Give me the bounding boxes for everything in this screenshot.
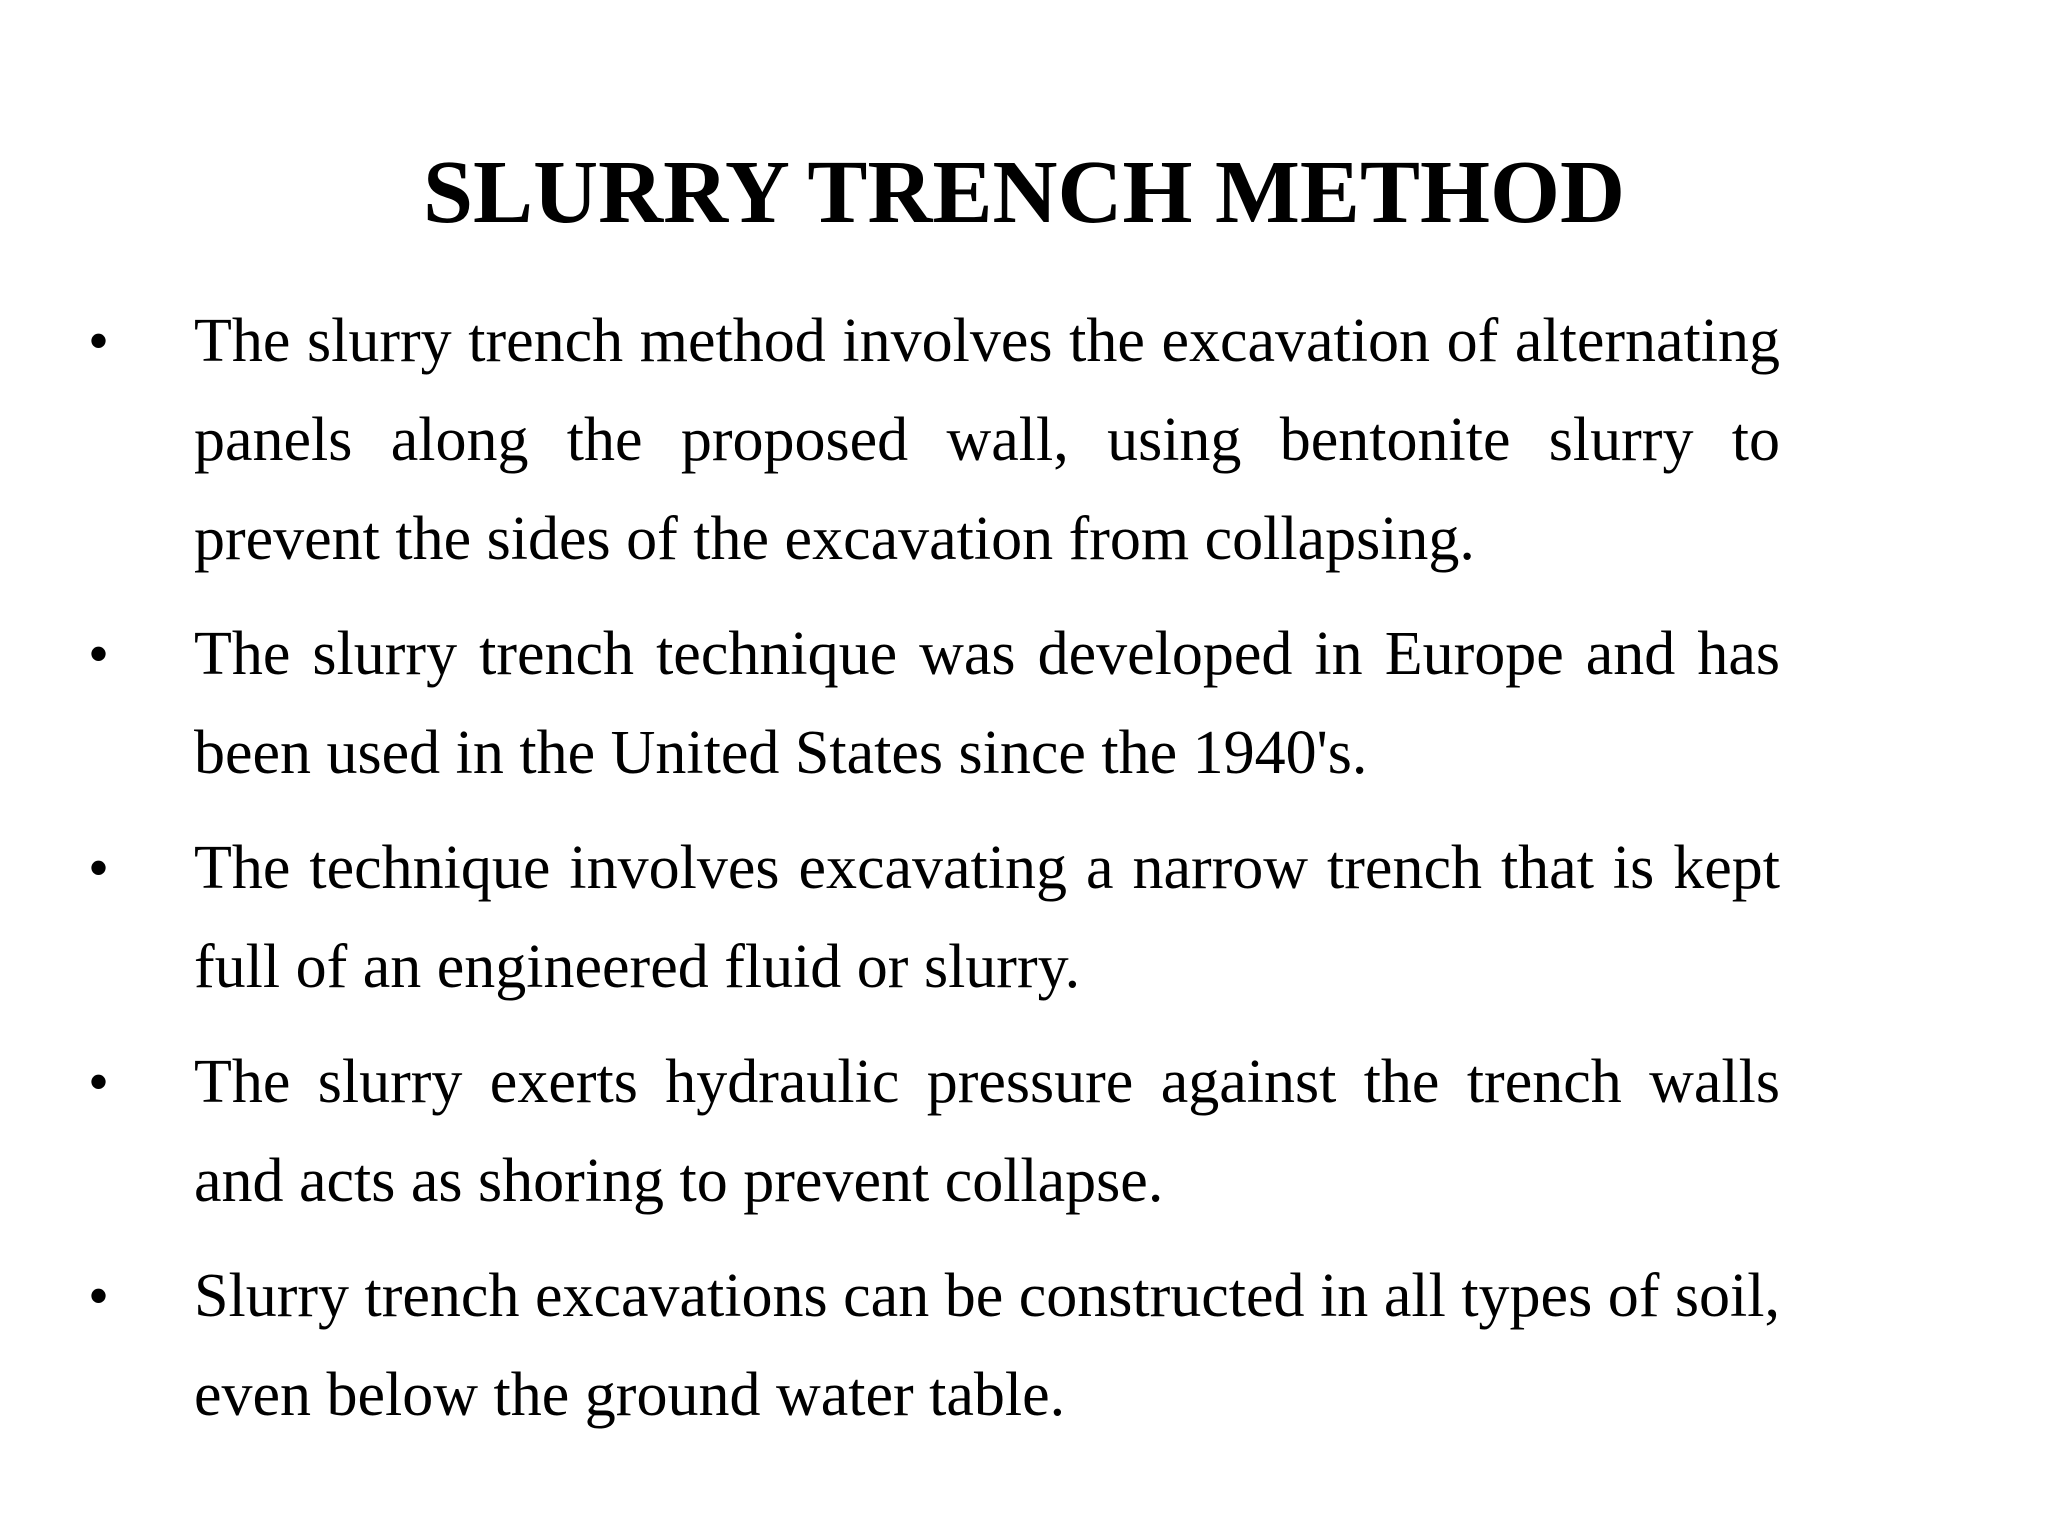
bullet-item: [0, 819, 1780, 1017]
bullet-text: The slurry trench technique was developed in Europe and has been used in the United States since the 1940's.: [194, 620, 1780, 787]
bullet-dot-icon: •: [88, 1263, 110, 1329]
bullet-dot-icon: •: [88, 621, 110, 687]
slide-title: SLURRY TRENCH METHOD: [423, 143, 1625, 242]
bullet-item: [0, 292, 1780, 589]
bullet-text: The technique involves excavating a narrow trench that is kept full of an engineered fluid or slurry.: [194, 834, 1780, 1001]
bullet-text: Slurry trench excavations can be constructed in all types of soil, even below the ground water table.: [194, 1262, 1780, 1429]
bullet-dot-icon: •: [88, 308, 110, 374]
bullet-dot-icon: •: [88, 1049, 110, 1115]
bullet-text: The slurry exerts hydraulic pressure against the trench walls and acts as shoring to prevent collapse.: [194, 1048, 1780, 1215]
bullet-list: [0, 292, 2048, 1461]
bullet-item: [0, 1247, 1780, 1445]
bullet-dot-icon: •: [88, 835, 110, 901]
bullet-item: [0, 1033, 1780, 1231]
bullet-text: The slurry trench method involves the excavation of alternating panels along the proposed wall, using bentonite slurry to prevent the sides of the excavation from collapsing.: [194, 307, 1780, 573]
bullet-item: [0, 605, 1780, 803]
